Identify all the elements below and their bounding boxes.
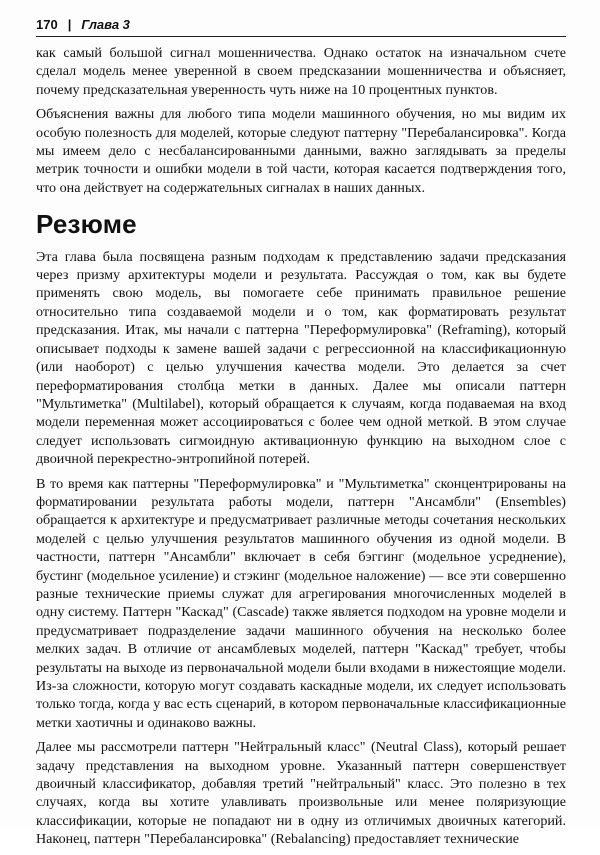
paragraph: Объяснения важны для любого типа модели машинного обучения, но мы видим их особую полезность для моделей, которые следуют паттерну "Перебалансировка". Когда мы имеем дело с несбалансированными данными, важно заглядывать за пределы метрик точности и ошибки модели в той части, которая касается подтверждения того, что она действует на содержательных сигналах в наших данных. [36,106,566,196]
paragraph: как самый большой сигнал мошенничества. Однако остаток на изначальном счете сделал модель менее уверенной в своем предсказании мошенничества и объясняет, почему предсказательная уверенность чуть ниже на 10 процентных пунктов. [36,45,566,98]
header-separator: | [67,16,72,32]
page-number: 170 [36,16,58,32]
chapter-title: Глава 3 [81,16,130,32]
paragraph: Эта глава была посвящена разным подходам к представлению задачи предсказания через призму архитектуры модели и результата. Рассуждая о том, как вы будете применять свою модель, вы помогаете себе принимать правильное решение относительно типа создаваемой модели и о том, как форматировать результат предсказания. Итак, мы начали с паттерна "Переформулировка" (Reframing), который описывает подходы к замене вашей задачи с регрессионной на классификационную (или наоборот) с целью улучшения качества модели. Это делается за счет переформатирования столбца метки в данных. Далее мы описали паттерн "Мультиметка" (Multilabel), который обращается к случаям, когда подаваемая на вход модели переменная может ассоциироваться с более чем одной меткой. В этом случае следует использовать сигмоидную активационную функцию на выходном слое с двоичной перекрестно-энтропийной потерей. [36,248,566,468]
running-header [36,14,566,34]
paragraph: Далее мы рассмотрели паттерн "Нейтральный класс" (Neutral Class), который решает задачу представления на выходном уровне. Указанный паттерн совершенствует двоичный классификатор, добавляя третий "нейтральный" класс. Это полезно в тех случаях, когда вы хотите улавливать произвольные или менее поляризующие классификации, которые не попадают ни в одну из отличимых двоичных категорий. Наконец, паттерн "Перебалансировка" (Rebalancing) предоставляет технические [36,739,566,848]
paragraph: В то время как паттерны "Переформулировка" и "Мультиметка" сконцентрированы на форматировании результата работы модели, паттерн "Ансамбли" (Ensembles) обращается к архитектуре и предусматривает различные методы сочетания нескольких моделей с целью улучшения результатов машинного обучения из одной модели. В частности, паттерн "Ансамбли" включает в себя бэггинг (модельное усреднение), бустинг (модельное усиление) и стэкинг (модельное наложение) — все эти совершенно разные технические приемы служат для агрегирования многочисленных моделей в одну систему. Паттерн "Каскад" (Cascade) также является подходом на уровне модели и предусматривает подразделение задачи машинного обучения на несколько более мелких задач. В отличие от ансамблевых моделей, паттерн "Каскад" требует, чтобы результаты на выходе из первоначальной модели были входами в нижестоящие модели. Из-за сложности, которую могут создавать каскадные модели, их следует использовать только тогда, когда у вас есть сценарий, в котором первоначальные классификационные метки хаотичны и одинаково важны. [36,475,566,731]
header-rule [36,36,566,37]
page-body [36,44,566,855]
section-heading: Резюме [36,209,137,240]
